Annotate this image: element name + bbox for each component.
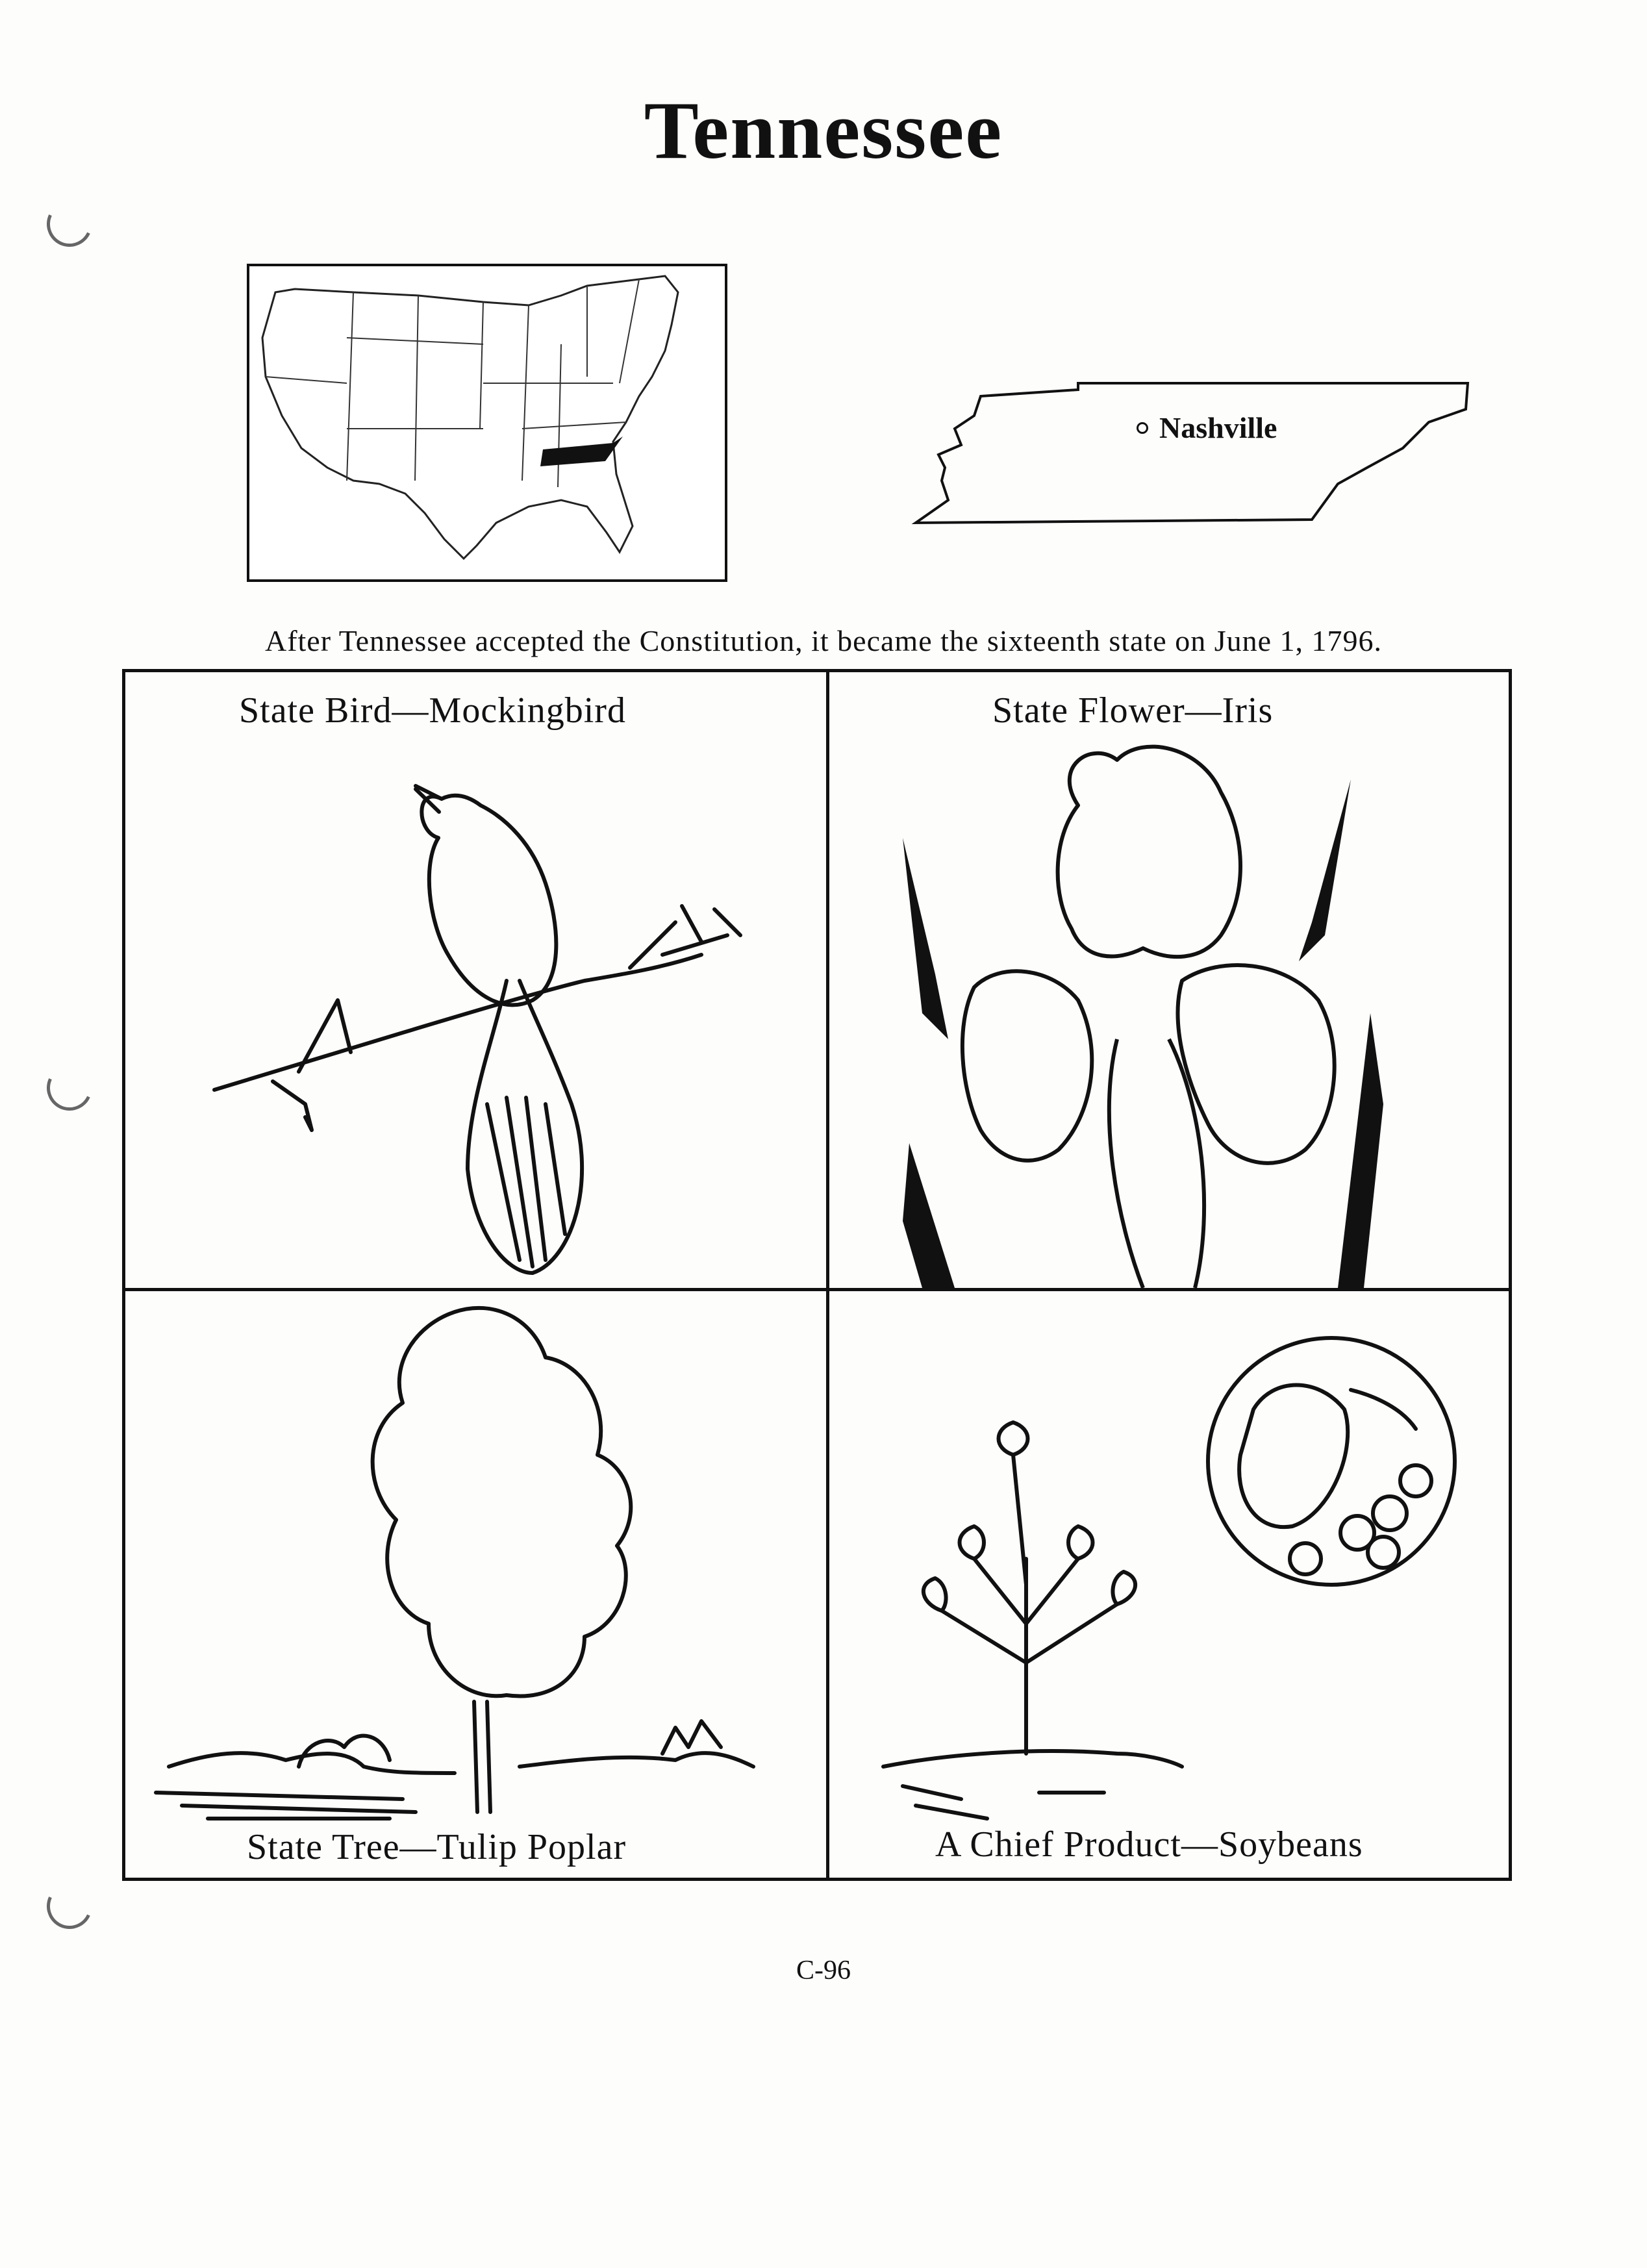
- capital-label: Nashville: [1159, 411, 1277, 444]
- page-number: C-96: [796, 1956, 851, 1985]
- statehood-sentence: After Tennessee accepted the Constitution, it became the sixteenth state on June 1, 1796.: [264, 624, 1383, 657]
- state-flower-label: State Flower—Iris: [992, 690, 1274, 731]
- page-title: Tennessee: [644, 86, 1003, 176]
- chief-product-label: A Chief Product—Soybeans: [935, 1824, 1363, 1865]
- state-tree-label: State Tree—Tulip Poplar: [247, 1827, 627, 1867]
- state-bird-label: State Bird—Mockingbird: [239, 690, 626, 731]
